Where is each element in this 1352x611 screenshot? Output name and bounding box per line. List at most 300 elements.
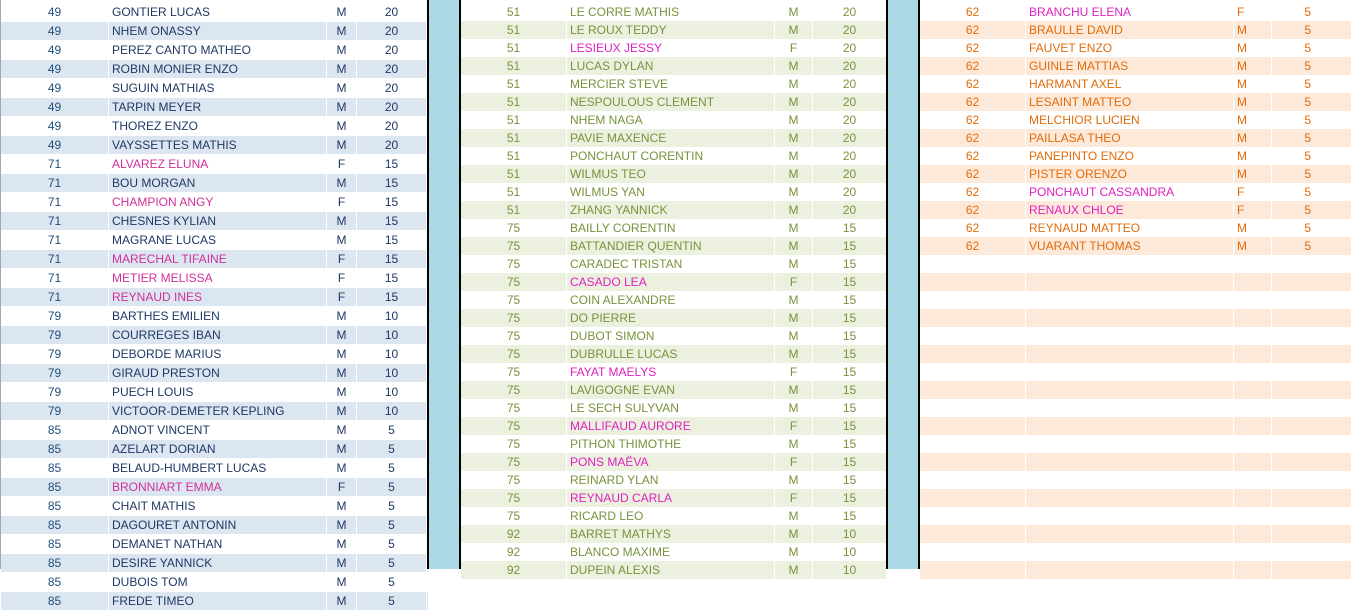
rank-cell[interactable]: 85 — [1, 592, 109, 610]
name-cell[interactable]: BLANCO MAXIME — [567, 543, 775, 561]
points-cell[interactable]: 15 — [813, 417, 887, 435]
points-cell[interactable]: 20 — [813, 147, 887, 165]
table-row[interactable] — [920, 291, 1352, 309]
sex-cell[interactable] — [1234, 453, 1272, 471]
name-cell[interactable]: VAYSSETTES MATHIS — [109, 136, 327, 154]
table-row[interactable] — [920, 165, 1352, 183]
rank-cell[interactable]: 75 — [461, 309, 567, 327]
table-row[interactable] — [920, 525, 1352, 543]
points-cell[interactable]: 15 — [813, 345, 887, 363]
sex-cell[interactable]: M — [327, 402, 357, 420]
rank-cell[interactable]: 75 — [461, 417, 567, 435]
sex-cell[interactable]: M — [327, 60, 357, 78]
sex-cell[interactable]: M — [775, 93, 813, 111]
rank-cell[interactable]: 49 — [1, 41, 109, 59]
rank-cell[interactable]: 71 — [1, 231, 109, 249]
sex-cell[interactable]: M — [775, 525, 813, 543]
rank-cell[interactable]: 51 — [461, 3, 567, 21]
sex-cell[interactable] — [1234, 489, 1272, 507]
name-cell[interactable]: LESAINT MATTEO — [1026, 93, 1234, 111]
table-row[interactable] — [1, 402, 428, 421]
points-cell[interactable]: 5 — [1272, 183, 1352, 201]
rank-cell[interactable]: 49 — [1, 3, 109, 21]
table-row[interactable] — [461, 453, 887, 471]
sex-cell[interactable]: F — [1234, 201, 1272, 219]
sex-cell[interactable] — [1234, 561, 1272, 579]
table-row[interactable] — [1, 497, 428, 516]
sex-cell[interactable] — [1234, 471, 1272, 489]
rank-cell[interactable] — [920, 381, 1026, 399]
table-row[interactable] — [920, 75, 1352, 93]
table-row[interactable] — [461, 399, 887, 417]
table-row[interactable] — [920, 273, 1352, 291]
rank-cell[interactable]: 49 — [1, 60, 109, 78]
sex-cell[interactable]: M — [775, 75, 813, 93]
points-cell[interactable]: 15 — [813, 291, 887, 309]
name-cell[interactable]: AZELART DORIAN — [109, 440, 327, 458]
points-cell[interactable]: 10 — [357, 402, 427, 420]
points-cell[interactable]: 20 — [357, 136, 427, 154]
points-cell[interactable]: 20 — [813, 57, 887, 75]
sex-cell[interactable]: M — [775, 57, 813, 75]
points-cell[interactable]: 15 — [357, 269, 427, 287]
sex-cell[interactable]: M — [775, 471, 813, 489]
sex-cell[interactable]: F — [775, 453, 813, 471]
name-cell[interactable]: REYNAUD MATTEO — [1026, 219, 1234, 237]
rank-cell[interactable]: 62 — [920, 147, 1026, 165]
rank-cell[interactable] — [920, 309, 1026, 327]
name-cell[interactable]: BAILLY CORENTIN — [567, 219, 775, 237]
points-cell[interactable]: 15 — [813, 489, 887, 507]
points-cell[interactable]: 20 — [357, 79, 427, 97]
sex-cell[interactable] — [1234, 345, 1272, 363]
sex-cell[interactable]: F — [775, 417, 813, 435]
sex-cell[interactable]: F — [775, 39, 813, 57]
table-row[interactable] — [1, 478, 428, 497]
points-cell[interactable]: 20 — [813, 21, 887, 39]
table-row[interactable] — [920, 363, 1352, 381]
rank-cell[interactable]: 62 — [920, 57, 1026, 75]
rank-cell[interactable]: 49 — [1, 117, 109, 135]
name-cell[interactable]: LE ROUX TEDDY — [567, 21, 775, 39]
name-cell[interactable]: FAYAT MAELYS — [567, 363, 775, 381]
rank-cell[interactable]: 75 — [461, 381, 567, 399]
table-row[interactable] — [920, 435, 1352, 453]
name-cell[interactable]: DUPEIN ALEXIS — [567, 561, 775, 579]
points-cell[interactable]: 5 — [1272, 237, 1352, 255]
sex-cell[interactable] — [1234, 363, 1272, 381]
points-cell[interactable]: 15 — [813, 399, 887, 417]
table-row[interactable] — [461, 3, 887, 21]
name-cell[interactable]: PONS MAËVA — [567, 453, 775, 471]
table-row[interactable] — [1, 117, 428, 136]
name-cell[interactable]: ADNOT VINCENT — [109, 421, 327, 439]
rank-cell[interactable]: 51 — [461, 39, 567, 57]
sex-cell[interactable]: M — [775, 219, 813, 237]
rank-cell[interactable]: 79 — [1, 364, 109, 382]
name-cell[interactable] — [1026, 327, 1234, 345]
points-cell[interactable]: 20 — [357, 3, 427, 21]
name-cell[interactable] — [1026, 309, 1234, 327]
points-cell[interactable]: 10 — [813, 525, 887, 543]
name-cell[interactable]: GIRAUD PRESTON — [109, 364, 327, 382]
points-cell[interactable]: 20 — [813, 165, 887, 183]
name-cell[interactable]: DESIRE YANNICK — [109, 554, 327, 572]
name-cell[interactable]: LESIEUX JESSY — [567, 39, 775, 57]
sex-cell[interactable]: M — [1234, 93, 1272, 111]
table-row[interactable] — [1, 136, 428, 155]
name-cell[interactable]: TARPIN MEYER — [109, 98, 327, 116]
sex-cell[interactable]: F — [775, 273, 813, 291]
points-cell[interactable]: 15 — [813, 507, 887, 525]
points-cell[interactable]: 5 — [1272, 129, 1352, 147]
name-cell[interactable]: REYNAUD INES — [109, 288, 327, 306]
rank-cell[interactable]: 62 — [920, 237, 1026, 255]
rank-cell[interactable]: 51 — [461, 93, 567, 111]
points-cell[interactable]: 15 — [813, 453, 887, 471]
name-cell[interactable]: DEMANET NATHAN — [109, 535, 327, 553]
rank-cell[interactable]: 49 — [1, 79, 109, 97]
rank-cell[interactable]: 71 — [1, 269, 109, 287]
name-cell[interactable]: BELAUD-HUMBERT LUCAS — [109, 459, 327, 477]
table-row[interactable] — [1, 554, 428, 573]
rank-cell[interactable] — [920, 327, 1026, 345]
table-row[interactable] — [1, 250, 428, 269]
rank-cell[interactable] — [920, 363, 1026, 381]
rank-cell[interactable]: 79 — [1, 345, 109, 363]
table-row[interactable] — [920, 147, 1352, 165]
rank-cell[interactable] — [920, 525, 1026, 543]
table-row[interactable] — [461, 543, 887, 561]
sex-cell[interactable]: M — [1234, 57, 1272, 75]
table-row[interactable] — [1, 307, 428, 326]
name-cell[interactable]: CARADEC TRISTAN — [567, 255, 775, 273]
points-cell[interactable]: 5 — [357, 554, 427, 572]
name-cell[interactable] — [1026, 417, 1234, 435]
sex-cell[interactable]: M — [327, 79, 357, 97]
points-cell[interactable]: 5 — [357, 478, 427, 496]
sex-cell[interactable]: F — [327, 155, 357, 173]
name-cell[interactable]: PAVIE MAXENCE — [567, 129, 775, 147]
sex-cell[interactable]: M — [775, 21, 813, 39]
rank-cell[interactable]: 49 — [1, 98, 109, 116]
points-cell[interactable]: 5 — [1272, 21, 1352, 39]
points-cell[interactable]: 15 — [813, 237, 887, 255]
table-row[interactable] — [920, 381, 1352, 399]
rank-cell[interactable]: 79 — [1, 326, 109, 344]
points-cell[interactable] — [1272, 489, 1352, 507]
sex-cell[interactable]: M — [775, 543, 813, 561]
table-row[interactable] — [461, 345, 887, 363]
rank-cell[interactable]: 79 — [1, 383, 109, 401]
rank-cell[interactable]: 75 — [461, 363, 567, 381]
rank-cell[interactable]: 75 — [461, 255, 567, 273]
rank-cell[interactable]: 62 — [920, 165, 1026, 183]
name-cell[interactable]: REYNAUD CARLA — [567, 489, 775, 507]
table-row[interactable] — [461, 201, 887, 219]
sex-cell[interactable]: M — [1234, 219, 1272, 237]
name-cell[interactable]: NESPOULOUS CLEMENT — [567, 93, 775, 111]
sex-cell[interactable]: F — [327, 250, 357, 268]
sex-cell[interactable] — [1234, 435, 1272, 453]
rank-cell[interactable]: 71 — [1, 212, 109, 230]
name-cell[interactable]: BATTANDIER QUENTIN — [567, 237, 775, 255]
name-cell[interactable]: BOU MORGAN — [109, 174, 327, 192]
sex-cell[interactable]: M — [1234, 237, 1272, 255]
name-cell[interactable] — [1026, 381, 1234, 399]
points-cell[interactable]: 15 — [357, 174, 427, 192]
sex-cell[interactable]: M — [327, 364, 357, 382]
name-cell[interactable]: LE SECH SULYVAN — [567, 399, 775, 417]
name-cell[interactable] — [1026, 273, 1234, 291]
name-cell[interactable] — [1026, 363, 1234, 381]
points-cell[interactable]: 5 — [357, 535, 427, 553]
rank-cell[interactable]: 85 — [1, 440, 109, 458]
table-row[interactable] — [920, 345, 1352, 363]
sex-cell[interactable]: M — [1234, 111, 1272, 129]
sex-cell[interactable]: M — [327, 41, 357, 59]
table-row[interactable] — [920, 489, 1352, 507]
sex-cell[interactable]: F — [327, 269, 357, 287]
points-cell[interactable]: 5 — [357, 440, 427, 458]
rank-cell[interactable] — [920, 543, 1026, 561]
sex-cell[interactable] — [1234, 255, 1272, 273]
name-cell[interactable]: PAILLASA THEO — [1026, 129, 1234, 147]
rank-cell[interactable]: 62 — [920, 201, 1026, 219]
table-row[interactable] — [461, 381, 887, 399]
sex-cell[interactable] — [1234, 291, 1272, 309]
sex-cell[interactable]: M — [775, 147, 813, 165]
table-row[interactable] — [461, 471, 887, 489]
table-row[interactable] — [920, 183, 1352, 201]
rank-cell[interactable]: 51 — [461, 111, 567, 129]
name-cell[interactable]: DUBOT SIMON — [567, 327, 775, 345]
rank-cell[interactable] — [920, 489, 1026, 507]
table-row[interactable] — [461, 507, 887, 525]
points-cell[interactable]: 5 — [1272, 111, 1352, 129]
name-cell[interactable]: BARRET MATHYS — [567, 525, 775, 543]
table-row[interactable] — [461, 237, 887, 255]
rank-cell[interactable]: 92 — [461, 561, 567, 579]
sex-cell[interactable]: M — [775, 345, 813, 363]
points-cell[interactable]: 15 — [357, 231, 427, 249]
rank-cell[interactable]: 62 — [920, 39, 1026, 57]
name-cell[interactable]: LUCAS DYLAN — [567, 57, 775, 75]
sex-cell[interactable]: M — [775, 237, 813, 255]
sex-cell[interactable]: M — [327, 535, 357, 553]
rank-cell[interactable]: 62 — [920, 183, 1026, 201]
name-cell[interactable] — [1026, 543, 1234, 561]
name-cell[interactable]: BRONNIART EMMA — [109, 478, 327, 496]
points-cell[interactable]: 5 — [1272, 165, 1352, 183]
table-row[interactable] — [1, 98, 428, 117]
table-row[interactable] — [1, 174, 428, 193]
points-cell[interactable]: 15 — [357, 250, 427, 268]
sex-cell[interactable]: F — [1234, 183, 1272, 201]
rank-cell[interactable]: 62 — [920, 129, 1026, 147]
rank-cell[interactable]: 92 — [461, 525, 567, 543]
rank-cell[interactable] — [920, 453, 1026, 471]
table-row[interactable] — [461, 291, 887, 309]
sex-cell[interactable]: M — [775, 165, 813, 183]
rank-cell[interactable]: 62 — [920, 111, 1026, 129]
name-cell[interactable]: WILMUS TEO — [567, 165, 775, 183]
rank-cell[interactable]: 79 — [1, 402, 109, 420]
rank-cell[interactable]: 85 — [1, 573, 109, 591]
points-cell[interactable]: 20 — [813, 75, 887, 93]
sex-cell[interactable]: F — [327, 193, 357, 211]
table-row[interactable] — [920, 399, 1352, 417]
rank-cell[interactable]: 71 — [1, 250, 109, 268]
name-cell[interactable]: HARMANT AXEL — [1026, 75, 1234, 93]
rank-cell[interactable] — [920, 561, 1026, 579]
table-row[interactable] — [1, 22, 428, 41]
table-row[interactable] — [461, 525, 887, 543]
table-row[interactable] — [461, 165, 887, 183]
points-cell[interactable]: 20 — [357, 117, 427, 135]
sex-cell[interactable] — [1234, 273, 1272, 291]
table-row[interactable] — [1, 41, 428, 60]
rank-cell[interactable]: 51 — [461, 21, 567, 39]
table-row[interactable] — [461, 39, 887, 57]
rank-cell[interactable]: 71 — [1, 155, 109, 173]
points-cell[interactable]: 5 — [1272, 57, 1352, 75]
rank-cell[interactable]: 51 — [461, 201, 567, 219]
points-cell[interactable]: 10 — [813, 561, 887, 579]
sex-cell[interactable]: M — [327, 573, 357, 591]
table-row[interactable] — [920, 39, 1352, 57]
rank-cell[interactable]: 85 — [1, 535, 109, 553]
sex-cell[interactable]: M — [775, 435, 813, 453]
sex-cell[interactable]: M — [327, 421, 357, 439]
table-row[interactable] — [920, 327, 1352, 345]
table-row[interactable] — [920, 129, 1352, 147]
sex-cell[interactable]: M — [327, 212, 357, 230]
rank-cell[interactable] — [920, 435, 1026, 453]
points-cell[interactable] — [1272, 507, 1352, 525]
table-row[interactable] — [1, 155, 428, 174]
name-cell[interactable]: RICARD LEO — [567, 507, 775, 525]
name-cell[interactable]: CHAMPION ANGY — [109, 193, 327, 211]
sex-cell[interactable]: M — [327, 383, 357, 401]
table-row[interactable] — [920, 453, 1352, 471]
table-row[interactable] — [461, 147, 887, 165]
name-cell[interactable]: VICTOOR-DEMETER KEPLING — [109, 402, 327, 420]
sex-cell[interactable]: M — [327, 174, 357, 192]
name-cell[interactable]: REINARD YLAN — [567, 471, 775, 489]
points-cell[interactable]: 10 — [357, 364, 427, 382]
sex-cell[interactable]: M — [327, 136, 357, 154]
name-cell[interactable]: MERCIER STEVE — [567, 75, 775, 93]
rank-cell[interactable]: 92 — [461, 543, 567, 561]
sex-cell[interactable]: M — [775, 201, 813, 219]
points-cell[interactable] — [1272, 543, 1352, 561]
table-row[interactable] — [1, 440, 428, 459]
table-row[interactable] — [1, 383, 428, 402]
table-row[interactable] — [461, 561, 887, 579]
rank-cell[interactable]: 85 — [1, 554, 109, 572]
table-row[interactable] — [1, 573, 428, 592]
name-cell[interactable]: MELCHIOR LUCIEN — [1026, 111, 1234, 129]
name-cell[interactable]: THOREZ ENZO — [109, 117, 327, 135]
points-cell[interactable] — [1272, 471, 1352, 489]
name-cell[interactable]: COURREGES IBAN — [109, 326, 327, 344]
table-row[interactable] — [920, 543, 1352, 561]
table-row[interactable] — [920, 561, 1352, 579]
rank-cell[interactable]: 71 — [1, 288, 109, 306]
name-cell[interactable]: NHEM NAGA — [567, 111, 775, 129]
table-row[interactable] — [1, 269, 428, 288]
points-cell[interactable]: 20 — [813, 93, 887, 111]
name-cell[interactable]: COIN ALEXANDRE — [567, 291, 775, 309]
name-cell[interactable]: GONTIER LUCAS — [109, 3, 327, 21]
name-cell[interactable] — [1026, 561, 1234, 579]
points-cell[interactable]: 15 — [357, 288, 427, 306]
name-cell[interactable]: ZHANG YANNICK — [567, 201, 775, 219]
sex-cell[interactable]: M — [775, 255, 813, 273]
table-row[interactable] — [461, 183, 887, 201]
sex-cell[interactable]: M — [327, 516, 357, 534]
rank-cell[interactable]: 75 — [461, 507, 567, 525]
name-cell[interactable]: PONCHAUT CASSANDRA — [1026, 183, 1234, 201]
rank-cell[interactable]: 79 — [1, 307, 109, 325]
table-row[interactable] — [461, 219, 887, 237]
table-row[interactable] — [1, 193, 428, 212]
points-cell[interactable]: 15 — [357, 155, 427, 173]
name-cell[interactable]: BRANCHU ELENA — [1026, 3, 1234, 21]
points-cell[interactable] — [1272, 435, 1352, 453]
points-cell[interactable] — [1272, 363, 1352, 381]
points-cell[interactable] — [1272, 345, 1352, 363]
name-cell[interactable]: PUECH LOUIS — [109, 383, 327, 401]
points-cell[interactable]: 15 — [813, 309, 887, 327]
rank-cell[interactable] — [920, 255, 1026, 273]
table-row[interactable] — [461, 363, 887, 381]
sex-cell[interactable]: M — [1234, 147, 1272, 165]
table-row[interactable] — [1, 535, 428, 554]
rank-cell[interactable]: 62 — [920, 21, 1026, 39]
rank-cell[interactable]: 49 — [1, 22, 109, 40]
sex-cell[interactable]: M — [775, 309, 813, 327]
name-cell[interactable]: MARECHAL TIFAINE — [109, 250, 327, 268]
name-cell[interactable] — [1026, 435, 1234, 453]
rank-cell[interactable]: 75 — [461, 327, 567, 345]
rank-cell[interactable]: 51 — [461, 57, 567, 75]
rank-cell[interactable]: 51 — [461, 129, 567, 147]
points-cell[interactable]: 15 — [357, 212, 427, 230]
table-row[interactable] — [461, 417, 887, 435]
rank-cell[interactable]: 75 — [461, 273, 567, 291]
sex-cell[interactable] — [1234, 525, 1272, 543]
rank-cell[interactable]: 85 — [1, 497, 109, 515]
sex-cell[interactable]: M — [1234, 75, 1272, 93]
points-cell[interactable] — [1272, 381, 1352, 399]
name-cell[interactable] — [1026, 525, 1234, 543]
table-row[interactable] — [461, 489, 887, 507]
name-cell[interactable] — [1026, 507, 1234, 525]
points-cell[interactable] — [1272, 453, 1352, 471]
points-cell[interactable]: 15 — [813, 381, 887, 399]
name-cell[interactable]: BRAULLE DAVID — [1026, 21, 1234, 39]
table-row[interactable] — [461, 255, 887, 273]
table-row[interactable] — [461, 111, 887, 129]
sex-cell[interactable]: M — [327, 497, 357, 515]
name-cell[interactable] — [1026, 291, 1234, 309]
points-cell[interactable]: 20 — [813, 3, 887, 21]
sex-cell[interactable]: M — [327, 459, 357, 477]
table-row[interactable] — [461, 75, 887, 93]
rank-cell[interactable]: 75 — [461, 291, 567, 309]
